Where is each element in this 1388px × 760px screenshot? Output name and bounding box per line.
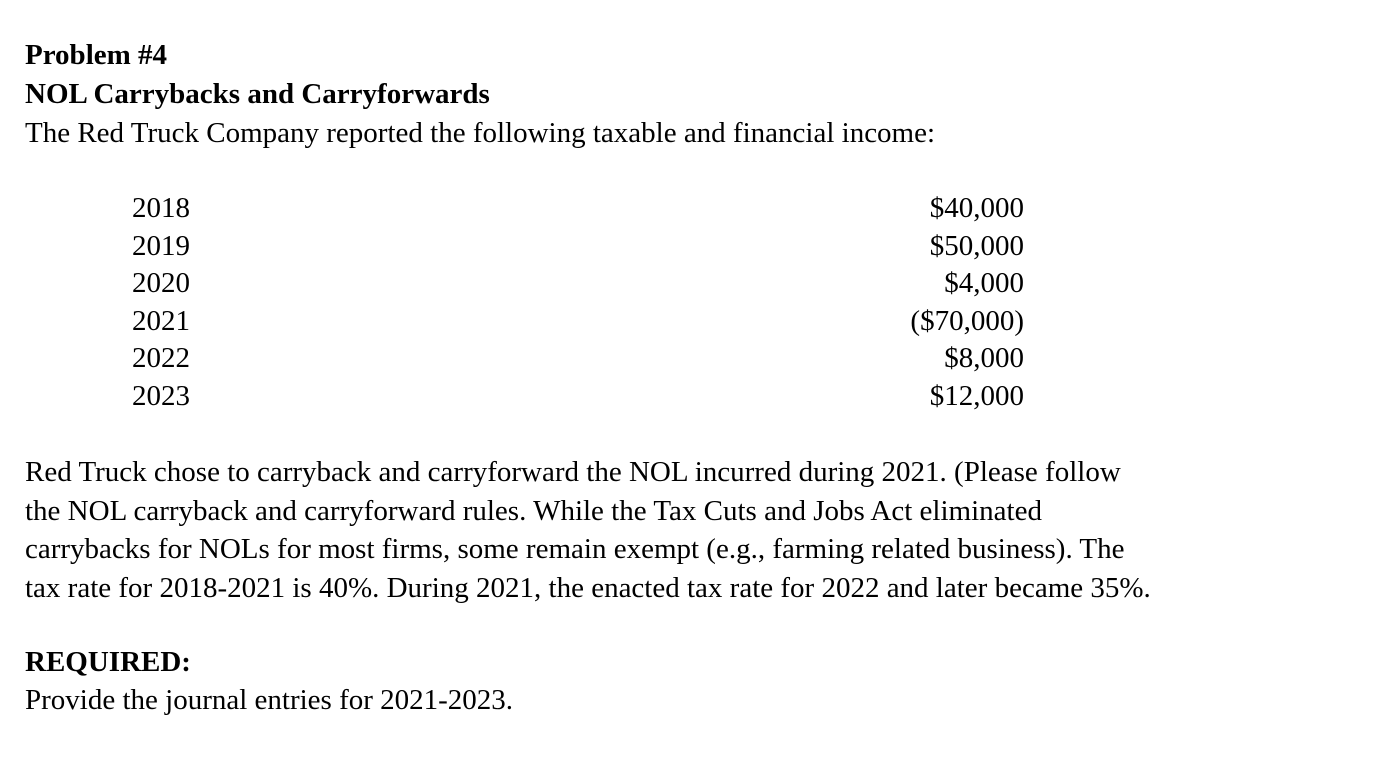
table-row [132, 228, 1024, 266]
table-row [132, 303, 1024, 341]
year-cell: 2018 [132, 192, 190, 224]
table-row [132, 265, 1024, 303]
paragraph-line: tax rate for 2018-2021 is 40%. During 2021, the enacted tax rate for 2022 and later became 35%. [25, 571, 1151, 604]
year-cell: 2023 [132, 379, 190, 412]
required-text: Provide the journal entries for 2021-2023. [25, 684, 514, 716]
table-row [132, 340, 1024, 378]
income-table [132, 190, 1024, 416]
paragraph-line: carrybacks for NOLs for most firms, some remain exempt (e.g., farming related business). The [25, 533, 1125, 565]
required-heading: REQUIRED: [25, 646, 191, 678]
amount-cell: $4,000 [944, 267, 1024, 300]
year-cell: 2021 [132, 304, 190, 337]
amount-cell: $50,000 [929, 229, 1024, 262]
problem-document [25, 36, 1365, 716]
problem-topic: NOL Carrybacks and Carryforwards [25, 78, 490, 110]
year-cell: 2022 [132, 342, 190, 375]
amount-cell: $40,000 [929, 192, 1024, 224]
year-cell: 2020 [132, 267, 190, 300]
table-row [132, 190, 1024, 228]
instructions-paragraph [25, 453, 1345, 607]
amount-cell: ($70,000) [910, 304, 1024, 337]
intro-text: The Red Truck Company reported the following taxable and financial income: [25, 117, 936, 149]
amount-cell: $12,000 [929, 379, 1024, 412]
problem-label: Problem #4 [25, 39, 168, 71]
year-cell: 2019 [132, 229, 190, 262]
paragraph-line: Red Truck chose to carryback and carryforward the NOL incurred during 2021. (Please follow [25, 456, 1121, 488]
table-row [132, 378, 1024, 416]
amount-cell: $8,000 [944, 342, 1024, 375]
paragraph-line: the NOL carryback and carryforward rules. While the Tax Cuts and Jobs Act eliminated [25, 494, 1042, 527]
